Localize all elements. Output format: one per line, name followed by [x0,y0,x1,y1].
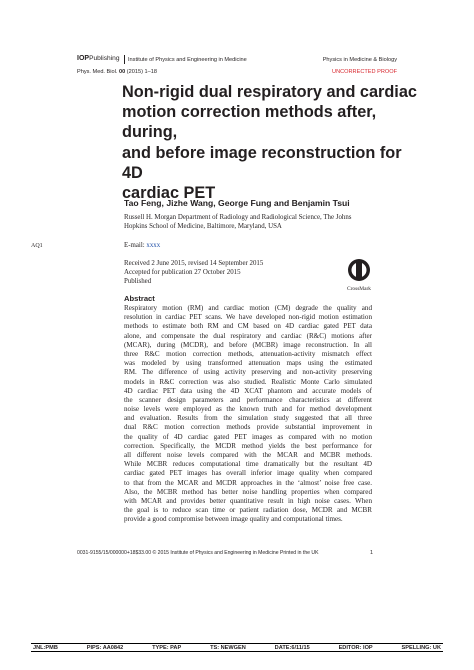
header-divider [124,55,125,64]
footer-field: DATE:6/11/15 [274,644,310,651]
author-list: Tao Feng, Jizhe Wang, George Fung and Benjamin Tsui [124,198,350,208]
institute-name: Institute of Physics and Engineering in Medicine [128,57,247,63]
abstract-line: Respiratory motion (RM) and cardiac motion (CM) degrade the quality and [124,304,372,312]
footer-field: TS: NEWGEN [210,644,246,651]
citation [77,69,157,75]
abstract-line: to that from the MCAR and MCDR approaches in the ‘almost’ noise free case. [124,478,372,487]
title-line: cardiac PET [122,184,216,203]
citation-pages: (2015) 1–18 [126,69,157,75]
published-date: Published [124,278,152,285]
accepted-date: Accepted for publication 27 October 2015 [124,269,241,276]
abstract-heading: Abstract [124,294,155,303]
title-line: Non-rigid dual respiratory and cardiac [122,83,417,101]
abstract-line: all different noise levels compared with the MCAR and MCBR methods. [124,451,372,459]
abstract-line: was modeled by using transformed attenuation maps using the estimated [124,359,372,368]
footer-field: EDITOR: IOP [338,644,373,651]
abstract-body [124,304,372,525]
abstract-line: 4D cardiac PET data using the 4D XCAT phantom and accurate models of [124,386,372,395]
crossmark-label: CrossMark [347,286,371,292]
footer-field: PIPS: AA0842 [86,644,124,651]
email-label: E-mail: [124,242,145,249]
footer-field: TYPE: PAP [152,644,182,651]
citation-journal: Phys. Med. Biol. [77,69,118,75]
abstract-line: the scanner design parameters and performance characteristics at different [124,395,372,404]
footer-field: SPELLING: UK [401,644,441,651]
abstract-line: noise levels were employed as the known truth and for method development [124,405,372,414]
affiliation-line: Russell H. Morgan Department of Radiology and Radiological Science, The Johns [124,214,352,221]
abstract-line: correction. Specifically, the MCDR method yields the best performance for [124,441,372,450]
abstract-line: dual R&C motion correction methods provide substantial improvement in [124,423,372,432]
abstract-line: resolution in cardiac PET scans. We have developed non-rigid motion estimation [124,313,372,322]
email-link[interactable]: xxxx [146,242,161,249]
abstract-line: While MCBR reduces computational time dramatically but the resultant 4D [124,460,372,469]
citation-volume: 00 [118,69,126,75]
page-number: 1 [370,550,373,556]
abstract-line: the goal is to reduce scan time or patient radiation dose, MCDR and MCBR [124,506,372,515]
crossmark-badge[interactable] [344,258,374,290]
abstract-line: models in R&C correction was also studied. Realistic Monte Carlo simulated [124,377,372,386]
received-date: Received 2 June 2015, revised 14 September 2015 [124,260,264,267]
title-line: and before image reconstruction for 4D [122,143,402,182]
title-line: motion correction methods after, during, [122,103,377,142]
publisher-rest: Publishing [89,55,120,62]
publisher-brand: IOP [77,55,90,62]
copyright-line: 0031-9155/15/000000+18$33.00 © 2015 Institute of Physics and Engineering in Medicine Printed in the UK [77,550,319,556]
abstract-line: (MCAR), during (MCDR), and before (MCBR) image reconstruction. In all [124,340,372,349]
footer-field: JNL:PMB [33,644,58,651]
publisher-logo [77,55,120,62]
journal-name: Physics in Medicine & Biology [322,57,397,63]
abstract-line: and evaluation. Results from the simulation study suggested that all three [124,414,372,423]
article-title [122,82,422,203]
abstract-line: provide a good compromise between image quality and computational times. [124,515,343,524]
proof-status: UNCORRECTED PROOF [332,69,397,75]
affiliation-line: Hopkins School of Medicine, Baltimore, Maryland, USA [124,223,282,231]
abstract-line: the quality of 4D cardiac gated PET images as compared with no motion [124,432,372,441]
abstract-line: alone, and compensate the dual respiratory and cardiac (R&C) motions after [124,331,372,340]
abstract-line: three R&C motion correction methods, attenuation-activity mismatch effect [124,349,372,358]
abstract-line: Also, the MCBR method has better noise handling properties when compared [124,487,372,496]
abstract-line: with MCAR and provides better quantitative result in high noise cases. When [124,496,372,505]
affiliation [124,213,351,231]
abstract-line: methods to estimate both RM and CM based on 4D cardiac gated PET data [124,322,372,331]
proof-footer [31,643,443,652]
email-line [124,241,160,250]
crossmark-icon [344,258,374,282]
abstract-line: cardiac gated PET images has overall inferior image quality when compared [124,469,372,478]
abstract-line: RM. The difference of using activity preserving and non-activity preserving [124,368,372,377]
author-query-marker: AQ1 [31,243,43,249]
